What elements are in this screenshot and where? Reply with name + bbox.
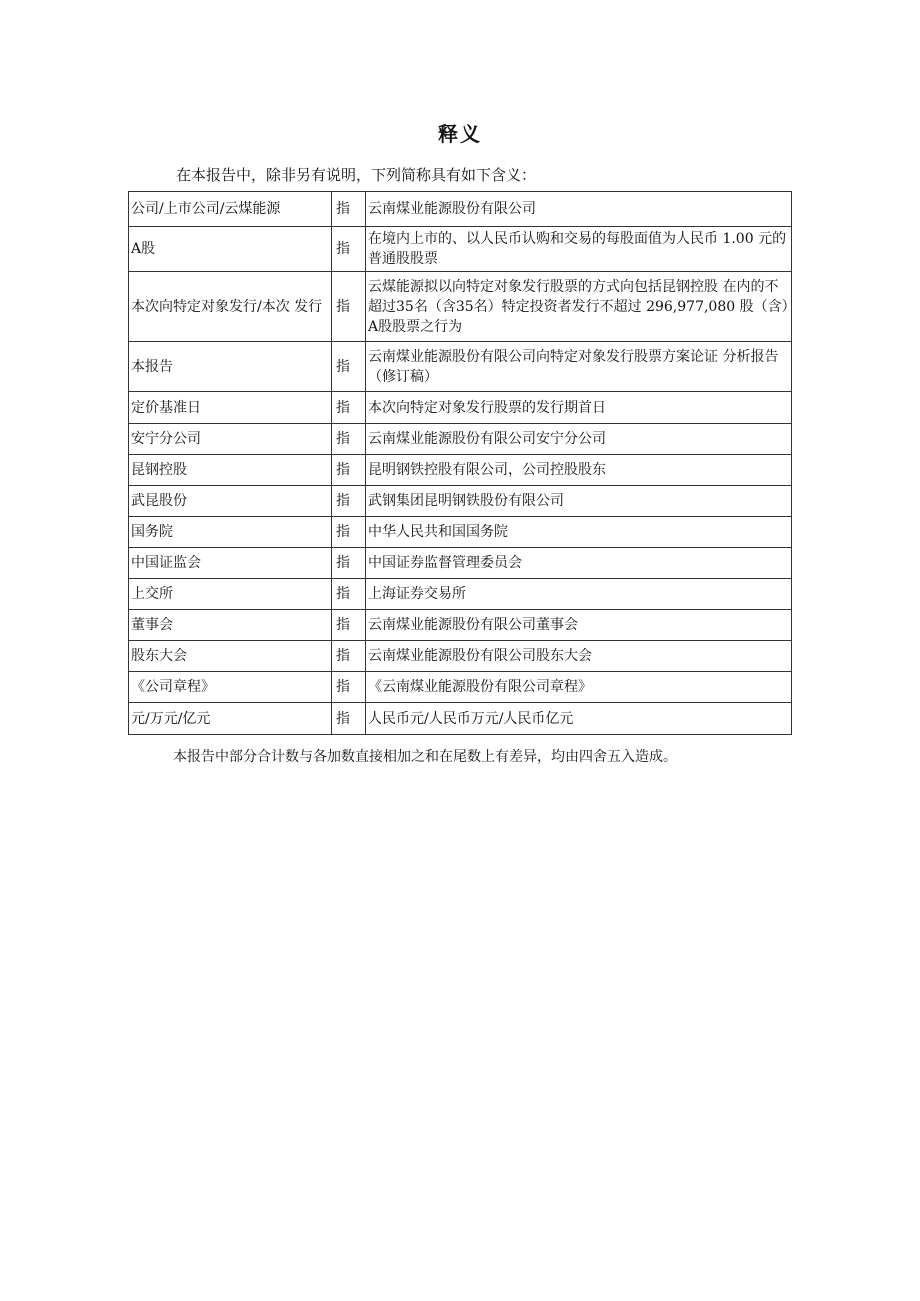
zhi-cell: 指 <box>332 548 366 579</box>
zhi-cell: 指 <box>332 486 366 517</box>
table-row <box>129 610 792 641</box>
zhi-cell: 指 <box>332 610 366 641</box>
table-row <box>129 455 792 486</box>
table-row <box>129 272 792 342</box>
zhi-cell: 指 <box>332 227 366 272</box>
term-cell: 上交所 <box>129 579 332 610</box>
definition-cell: 上海证券交易所 <box>366 579 792 610</box>
definition-cell: 云南煤业能源股份有限公司董事会 <box>366 610 792 641</box>
term-cell: 本报告 <box>129 342 332 392</box>
definition-cell: 云南煤业能源股份有限公司股东大会 <box>366 641 792 672</box>
term-cell: 股东大会 <box>129 641 332 672</box>
term-cell: 《公司章程》 <box>129 672 332 703</box>
table-row <box>129 424 792 455</box>
definition-cell: 中国证券监督管理委员会 <box>366 548 792 579</box>
zhi-cell: 指 <box>332 342 366 392</box>
definition-cell: 在境内上市的、以人民币认购和交易的每股面值为人民币 1.00 元的普通股股票 <box>366 227 792 272</box>
table-row <box>129 703 792 735</box>
term-cell: 武昆股份 <box>129 486 332 517</box>
table-row <box>129 227 792 272</box>
term-cell: 公司/上市公司/云煤能源 <box>129 192 332 227</box>
term-cell: 国务院 <box>129 517 332 548</box>
definition-cell: 中华人民共和国国务院 <box>366 517 792 548</box>
definition-cell: 云南煤业能源股份有限公司安宁分公司 <box>366 424 792 455</box>
term-cell: 董事会 <box>129 610 332 641</box>
table-row <box>129 392 792 424</box>
definition-cell: 云南煤业能源股份有限公司向特定对象发行股票方案论证 分析报告（修订稿） <box>366 342 792 392</box>
page-title: 释义 <box>438 122 482 146</box>
term-cell: 中国证监会 <box>129 548 332 579</box>
term-cell: 本次向特定对象发行/本次 发行 <box>129 272 332 342</box>
definition-cell: 《云南煤业能源股份有限公司章程》 <box>366 672 792 703</box>
zhi-cell: 指 <box>332 517 366 548</box>
definition-cell: 本次向特定对象发行股票的发行期首日 <box>366 392 792 424</box>
definition-cell: 人民币元/人民币万元/人民币亿元 <box>366 703 792 735</box>
table-row <box>129 192 792 227</box>
table-row <box>129 641 792 672</box>
zhi-cell: 指 <box>332 703 366 735</box>
definition-cell: 云煤能源拟以向特定对象发行股票的方式向包括昆钢控股 在内的不超过35名（含35名）特定投资者发行不超过 296,977,080 股（含）A股股票之行为 <box>366 272 792 342</box>
zhi-cell: 指 <box>332 672 366 703</box>
zhi-cell: 指 <box>332 641 366 672</box>
term-cell: 昆钢控股 <box>129 455 332 486</box>
footnote: 本报告中部分合计数与各加数直接相加之和在尾数上有差异，均由四舍五入造成。 <box>173 749 677 765</box>
definition-cell: 武钢集团昆明钢铁股份有限公司 <box>366 486 792 517</box>
table-row <box>129 548 792 579</box>
zhi-cell: 指 <box>332 392 366 424</box>
definition-cell: 昆明钢铁控股有限公司，公司控股股东 <box>366 455 792 486</box>
zhi-cell: 指 <box>332 424 366 455</box>
intro-text: 在本报告中，除非另有说明，下列简称具有如下含义： <box>176 166 537 184</box>
definitions-table <box>128 191 792 735</box>
term-cell: 定价基准日 <box>129 392 332 424</box>
term-cell: A股 <box>129 227 332 272</box>
zhi-cell: 指 <box>332 579 366 610</box>
definitions-table-body <box>129 192 792 735</box>
zhi-cell: 指 <box>332 192 366 227</box>
zhi-cell: 指 <box>332 272 366 342</box>
table-row <box>129 517 792 548</box>
table-row <box>129 342 792 392</box>
zhi-cell: 指 <box>332 455 366 486</box>
table-row <box>129 579 792 610</box>
term-cell: 安宁分公司 <box>129 424 332 455</box>
definition-cell: 云南煤业能源股份有限公司 <box>366 192 792 227</box>
term-cell: 元/万元/亿元 <box>129 703 332 735</box>
table-row <box>129 486 792 517</box>
table-row <box>129 672 792 703</box>
